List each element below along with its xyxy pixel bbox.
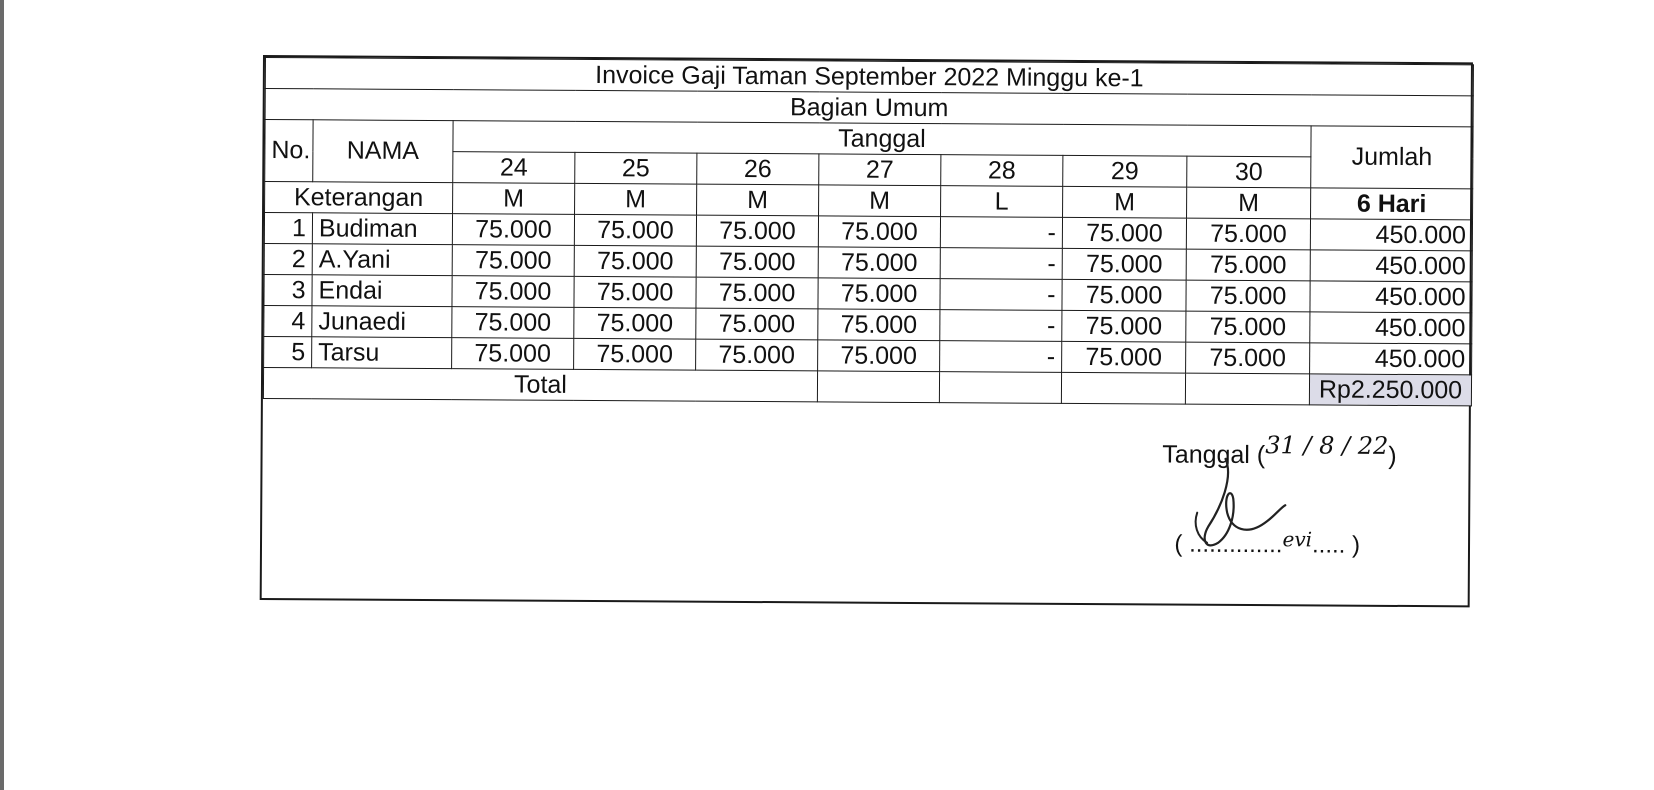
section-title: Bagian Umum — [265, 89, 1473, 127]
wage-cell: 75.000 — [1062, 279, 1186, 311]
wage-cell: 75.000 — [818, 216, 940, 248]
wage-cell: 75.000 — [574, 276, 696, 308]
day-header: 29 — [1063, 155, 1187, 187]
row-total: 450.000 — [1310, 281, 1472, 313]
day-header: 27 — [819, 154, 941, 186]
attendance-mark: M — [1187, 187, 1311, 219]
wage-cell: 75.000 — [818, 340, 940, 372]
header-name: NAMA — [313, 120, 453, 183]
wage-cell: 75.000 — [1186, 311, 1310, 343]
wage-cell: 75.000 — [452, 276, 574, 308]
invoice-title: Invoice Gaji Taman September 2022 Minggu ke-1 — [265, 58, 1473, 96]
wage-cell: - — [940, 217, 1062, 249]
day-header: 25 — [575, 152, 697, 184]
wage-cell: 75.000 — [1062, 341, 1186, 373]
wage-cell: 75.000 — [574, 338, 696, 370]
wage-cell: - — [940, 341, 1062, 373]
attendance-mark: M — [453, 183, 575, 215]
date-handwritten: 31 / 8 / 22 — [1265, 431, 1389, 460]
days-count: 6 Hari — [1311, 188, 1473, 220]
wage-cell: 75.000 — [696, 339, 818, 371]
row-name: Endai — [312, 275, 452, 307]
wage-cell: 75.000 — [574, 307, 696, 339]
row-name: Tarsu — [312, 337, 452, 369]
wage-cell: 75.000 — [1186, 218, 1310, 250]
day-header: 26 — [697, 153, 819, 185]
wage-cell: 75.000 — [818, 247, 940, 279]
scan-edge — [0, 0, 4, 790]
header-date: Tanggal — [453, 121, 1311, 157]
wage-cell: 75.000 — [574, 214, 696, 246]
attendance-mark: M — [1063, 186, 1187, 218]
wage-cell: - — [940, 310, 1062, 342]
date-prefix: Tanggal ( — [1162, 440, 1266, 470]
wage-cell: 75.000 — [1062, 310, 1186, 342]
name-suffix: ..... ) — [1311, 531, 1361, 559]
attendance-mark: M — [697, 184, 819, 216]
wage-cell: 75.000 — [452, 245, 574, 277]
header-total: Jumlah — [1311, 126, 1473, 189]
row-total: 450.000 — [1310, 312, 1472, 344]
day-header: 24 — [453, 152, 575, 184]
total-label: Total — [263, 368, 817, 402]
wage-cell: 75.000 — [1186, 249, 1310, 281]
date-suffix: ) — [1388, 441, 1397, 470]
wage-cell: 75.000 — [452, 214, 574, 246]
signature-area — [262, 399, 1469, 562]
wage-cell: 75.000 — [696, 277, 818, 309]
name-handwritten: evi — [1282, 527, 1313, 552]
wage-cell: - — [940, 248, 1062, 280]
wage-cell: 75.000 — [452, 307, 574, 339]
header-note: Keterangan — [265, 182, 453, 214]
attendance-mark: M — [819, 185, 941, 217]
invoice-sheet — [260, 55, 1473, 607]
row-name: Junaedi — [312, 306, 452, 338]
wage-cell: 75.000 — [452, 338, 574, 370]
wage-cell: 75.000 — [1062, 248, 1186, 280]
attendance-mark: M — [575, 183, 697, 215]
header-no: No. — [265, 120, 313, 182]
wage-cell: 75.000 — [574, 245, 696, 277]
total-empty-cell — [817, 371, 939, 403]
wage-cell: 75.000 — [1186, 280, 1310, 312]
table-body — [264, 213, 1473, 375]
wage-cell: 75.000 — [696, 308, 818, 340]
wage-cell: 75.000 — [1186, 342, 1310, 374]
row-total: 450.000 — [1310, 219, 1472, 251]
total-empty-cell — [1185, 373, 1309, 405]
day-header: 28 — [941, 155, 1063, 187]
row-number: 4 — [264, 306, 312, 337]
row-number: 1 — [264, 213, 312, 244]
row-number: 3 — [264, 275, 312, 306]
row-number: 2 — [264, 244, 312, 275]
wage-cell: 75.000 — [696, 246, 818, 278]
day-header: 30 — [1187, 156, 1311, 188]
wage-cell: 75.000 — [818, 309, 940, 341]
row-name: A.Yani — [312, 244, 452, 276]
name-prefix: ( .............. — [1174, 530, 1283, 559]
wage-cell: 75.000 — [1062, 217, 1186, 249]
invoice-table — [263, 57, 1474, 406]
row-name: Budiman — [312, 213, 452, 245]
total-empty-cell — [939, 372, 1061, 404]
wage-cell: - — [940, 279, 1062, 311]
grand-total: Rp2.250.000 — [1309, 374, 1471, 406]
wage-cell: 75.000 — [696, 215, 818, 247]
signature-name-line — [1174, 527, 1361, 560]
total-empty-cell — [1061, 372, 1185, 404]
row-number: 5 — [264, 337, 312, 368]
row-total: 450.000 — [1310, 343, 1472, 375]
attendance-mark: L — [941, 186, 1063, 218]
wage-cell: 75.000 — [818, 278, 940, 310]
row-total: 450.000 — [1310, 250, 1472, 282]
